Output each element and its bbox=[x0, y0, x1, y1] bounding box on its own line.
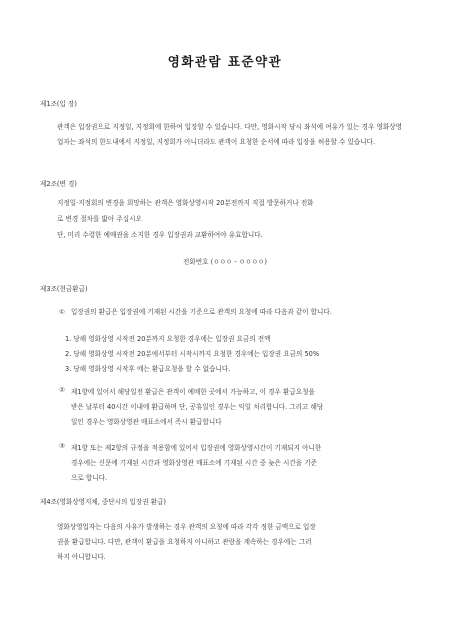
refund-item-3: 3. 당해 영화상영 시작후 에는 환급요청을 할 수 없습니다. bbox=[65, 365, 231, 373]
article-2-line-1: 지정일·지정회의 변경을 희망하는 관객은 영화상영시작 20분전까지 직접 방문하거나 전화 bbox=[57, 199, 314, 207]
clause-1-text: 입장권의 환급은 입장권에 기재된 시간을 기준으로 관객의 요청에 따라 다음과 같이 합니다. bbox=[71, 308, 332, 316]
article-1-heading: 제1조(입 장) bbox=[40, 100, 77, 108]
phone-number: 전화번호 (ㅇㅇㅇ - ㅇㅇㅇㅇ) bbox=[183, 258, 267, 266]
article-4-line-3: 하지 아니합니다. bbox=[57, 553, 106, 561]
clause-2-line-3: 일인 경우는 영화상영관 매표소에서 즉시 환급합니다 bbox=[71, 418, 222, 426]
clause-2-line-2: 받은 날부터 40시간 이내에 환급하며 단, 공휴일인 경우는 익일 처리합니다. 그리고 해당 bbox=[71, 403, 324, 411]
clause-3-line-3: 으로 합니다. bbox=[71, 474, 108, 482]
clause-1 bbox=[59, 306, 332, 316]
refund-item-1: 1. 당해 영화상영 시작전 20분까지 요청한 경우에는 입장권 요금의 전액 bbox=[65, 335, 271, 343]
article-2-heading: 제2조(변 경) bbox=[40, 180, 77, 188]
clause-3-marker: ③ bbox=[59, 442, 65, 450]
article-4-heading: 제4조(영화상영지체, 중단시의 입장권 환급) bbox=[40, 498, 167, 506]
article-4-line-1: 영화상영업자는 다음의 사유가 발생하는 경우 관객의 요청에 따라 각각 정한 금액으로 입장 bbox=[57, 523, 316, 531]
clause-3-line-1: 제1항 또는 제2항의 규정을 적용함에 있어서 입장권에 영화상영시간이 기재되지 아니한 bbox=[71, 444, 322, 452]
refund-item-2: 2. 당해 영화상영 시작전 20분에서부터 시작시까지 요청한 경우에는 입장권 요금의 50% bbox=[65, 350, 320, 358]
article-4-line-2: 권을 환급합니다. 다만, 관객이 환급을 요청하지 아니하고 관람을 계속하는 경우에는 그러 bbox=[57, 538, 312, 546]
article-1-body: 관객은 입장권으로 지정일, 지정회에 한하여 입장할 수 있습니다. 다만, 영화시작 당시 좌석에 여유가 있는 경우 영화상영업자는 좌석의 한도내에서 지정일, 지정회가 아니더라도 관객이 요청한 순서에 따라 입장을 허용할 수 있습니다. bbox=[57, 123, 402, 146]
clause-1-marker: ① bbox=[59, 308, 65, 316]
clause-2-line-1: 제1항에 있어서 해당일전 환급은 관객이 예매한 곳에서 가능하고, 이 경우 환급요청을 bbox=[71, 388, 315, 396]
article-2-line-3: 단, 미리 수령한 예매권을 소지한 경우 입장권과 교환하여야 유효합니다. bbox=[57, 231, 263, 239]
document-title: 영화관람 표준약관 bbox=[167, 54, 283, 69]
article-2-line-2: 로 변경 절차를 밟아 주십시오 bbox=[57, 215, 142, 223]
article-3-heading: 제3조(현금환급) bbox=[40, 285, 88, 293]
clause-2-marker: ② bbox=[59, 386, 65, 394]
clause-3-line-2: 경우에는 신문에 기재된 시간과 영화상영관 매표소에 기재된 시간 중 늦은 시간을 기준 bbox=[71, 459, 317, 467]
